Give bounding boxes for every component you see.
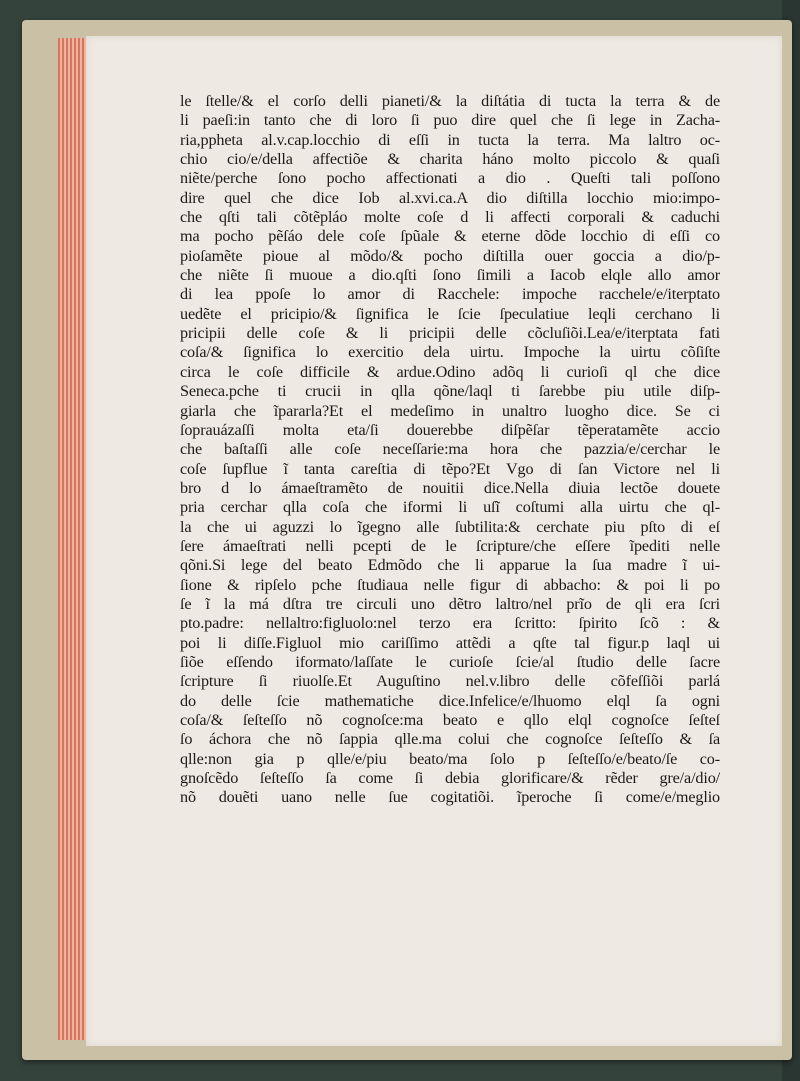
text-line: pioſamẽte pioue al mõdo/& pocho diſtilla ouer goccia a dio/p- [180, 246, 720, 265]
text-line: pricipii delle coſe & li pricipii delle cõcluſiõi.Lea/e/iterptata fati [180, 324, 720, 343]
text-line: chio cio/e/della affectiõe & charita háno molto piccolo & quaſi [180, 150, 720, 169]
text-line: qlle:non gia p qlle/e/piu beato/ma ſolo p ſeſteſſo/e/beato/ſe co- [180, 749, 720, 768]
text-line: pria cerchar qlla coſa che iformi li uſĩ coſtumi alla uirtu che ql- [180, 498, 720, 517]
text-line: circa le coſe difficile & ardue.Odino adõq li curioſi ql che dice [180, 362, 720, 381]
text-line: bro d lo ámaeſtramẽto de nouitii dice.Nella diuia lectõe douete [180, 478, 720, 497]
text-line: nõ douẽti uano nelle ſue cogitatiõi. ĩperoche ſi come/e/meglio [180, 788, 720, 807]
text-line: dire quel che dice Iob al.xvi.ca.A dio diſtilla locchio mio:impo- [180, 188, 720, 207]
text-line: coſa/& ſignifica lo exercitio dela uirtu. Impoche la uirtu cõſiſte [180, 343, 720, 362]
text-line: ria,ppheta al.v.cap.locchio di eſſi in tucta la terra. Ma laltro oc- [180, 130, 720, 149]
text-line: ma pocho pẽſáo dele coſe ſpũale & eterne dõde locchio di eſſi co [180, 227, 720, 246]
text-line: coſa/& ſeſteſſo nõ cognoſce:ma beato e qllo elql cognoſce ſeſteſ [180, 711, 720, 729]
text-line: ſo áchora che nõ ſappia qlle.ma colui che cognoſce ſeſteſſo & ſa [180, 730, 720, 749]
text-line: che niẽte ſi muoue a dio.qſti ſono ſimili a Iacob elqle allo amor [180, 266, 720, 285]
text-line: ſoprauázaſſi molta eta/ſi douerebbe diſpẽſar tẽperatamẽte accio [180, 420, 720, 439]
text-line: ſcripture ſi riuolſe.Et Auguſtino nel.v.libro delle cõfeſſiõi parlá [180, 672, 720, 691]
text-line: uedẽte el pricipio/& ſignifica le ſcie ſpeculatiue leqli cerchano li [180, 304, 720, 323]
text-line: ſiõe eſſendo iformato/laſſate le curioſe ſcie/al ſtudio delle ſacre [180, 652, 720, 671]
text-line: ſere ámaeſtrati nelli pcepti de le ſcripture/che eſſere ĩpediti nelle [180, 536, 720, 555]
text-line: niẽte/perche ſono pocho affectionati a dio . Queſti tali poſſono [180, 169, 720, 188]
text-line: le ſtelle/& el corſo delli pianeti/& la diſtátia di tucta la terra & de [180, 92, 720, 110]
text-line: li paeſi:in tanto che di loro ſi puo dire quel che ſi lege in Zacha- [180, 111, 720, 130]
text-line: di lea ppoſe lo amor di Racchele: impoche racchele/e/iterptato [180, 285, 720, 304]
text-line: Seneca.pche ti crucii in qlla qõne/laql ti ſarebbe piu utile diſp- [180, 382, 720, 401]
text-line: gnoſcẽdo ſeſteſſo ſa come ſi debia glorificare/& rẽder gre/a/dio/ [180, 769, 720, 788]
text-line: pto.padre: nellaltro:figluolo:nel terzo era ſcritto: ſpirito ſcõ : & [180, 614, 720, 633]
text-line: la che ui aguzzi lo ĩgegno alle ſubtilita:& cerchate piu pſto di eſ [180, 517, 720, 536]
text-line: che baſtaſſi alle coſe neceſſarie:ma hora che pazzia/e/cerchar le [180, 440, 720, 459]
text-line: qõni.Si lege del beato Edmõdo che li apparue la ſua madre ĩ ui- [180, 556, 720, 575]
text-line: coſe ſupflue ĩ tanta careſtia di tẽpo?Et Vgo di ſan Victore nel li [180, 459, 720, 478]
text-line: do delle ſcie mathematiche dice.Infelice/e/lhuomo elql ſa ogni [180, 691, 720, 710]
text-line: che qſti tali cõtẽpláo molte coſe d li affecti corporali & caduchi [180, 208, 720, 227]
text-line: ſe ĩ la má dſtra tre circuli uno dẽtro laltro/nel prĩo de qli era ſcri [180, 594, 720, 613]
text-line: giarla che ĩpararla?Et el medeſimo in unaltro luogho dice. Se ci [180, 401, 720, 420]
text-block [180, 92, 720, 808]
text-line: ſione & ripſelo pche ſtudiaua nelle figur di abbacho: & poi li po [180, 575, 720, 594]
text-line: poi li diſſe.Figluol mio cariſſimo attẽdi a qſte tal figur.p laql ui [180, 633, 720, 652]
